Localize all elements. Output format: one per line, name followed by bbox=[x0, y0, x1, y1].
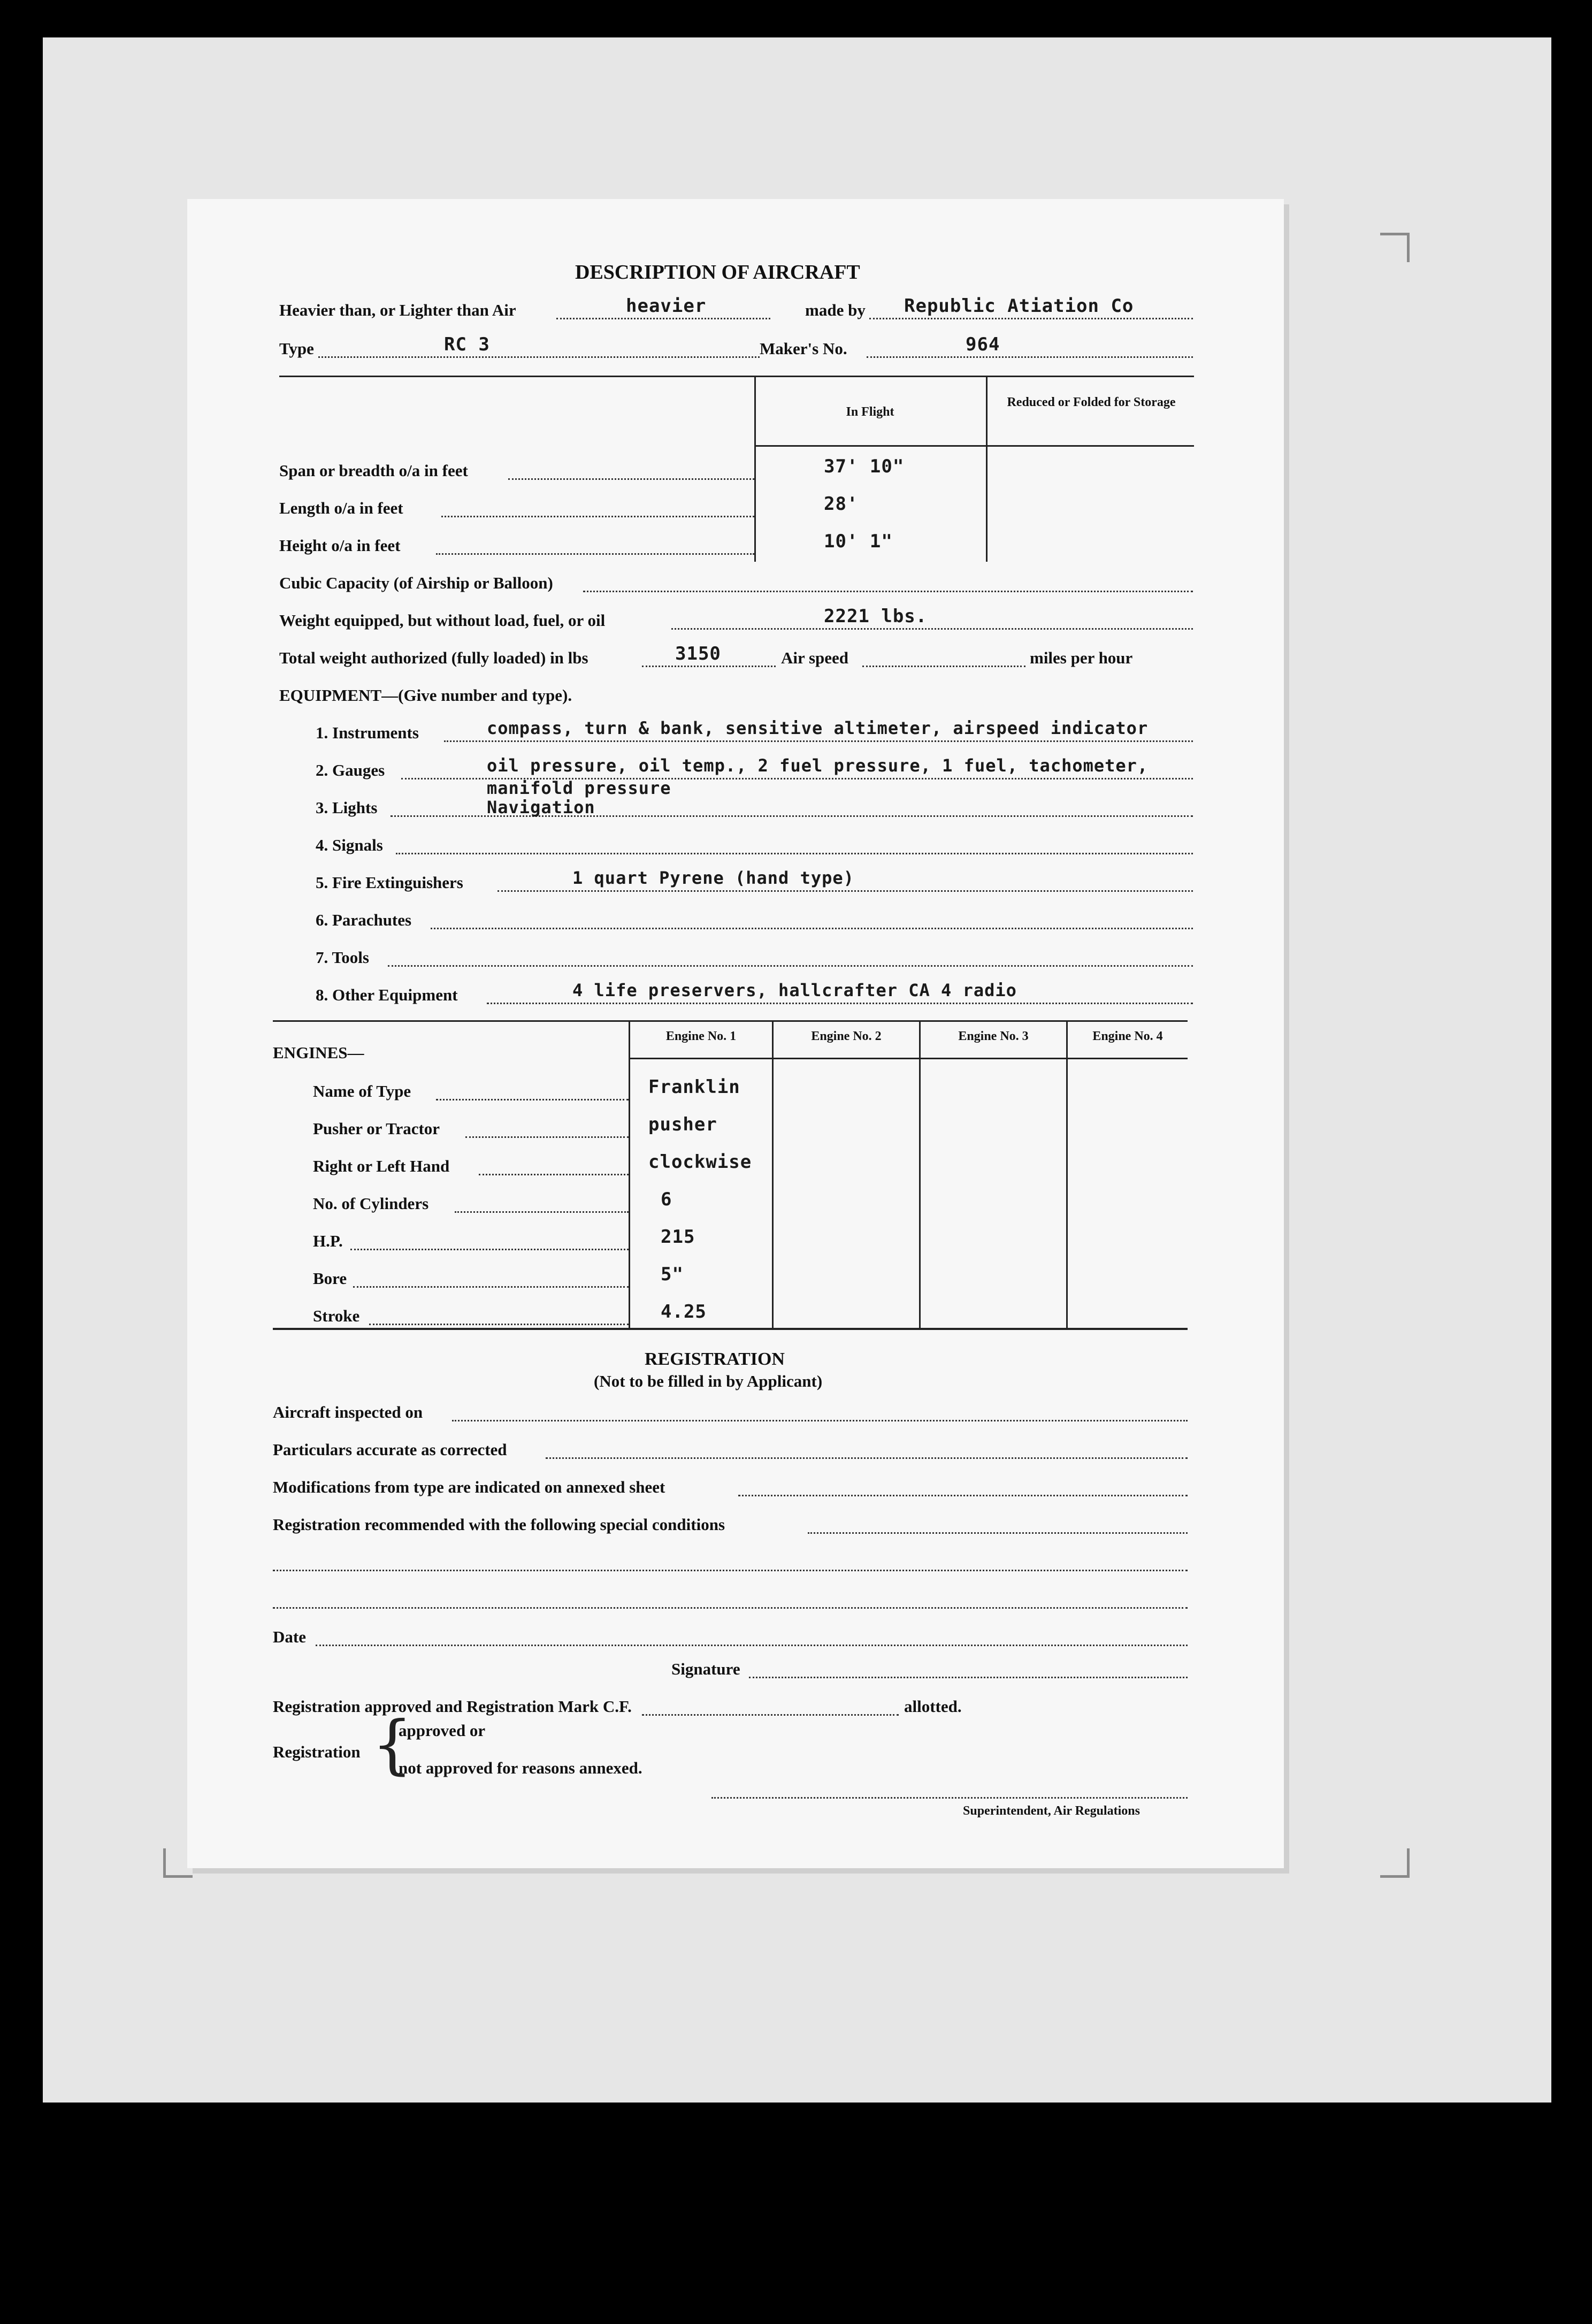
engine-row-value: pusher bbox=[648, 1114, 717, 1135]
dotted-line bbox=[808, 1532, 1188, 1534]
weight-value: 2221 lbs. bbox=[824, 606, 928, 627]
gauges-value-2: manifold pressure bbox=[487, 778, 671, 798]
table-rule bbox=[754, 445, 1194, 447]
type-label: Type bbox=[279, 339, 314, 358]
superintendent-label: Superintendent, Air Regulations bbox=[963, 1804, 1140, 1818]
dotted-line bbox=[487, 1003, 1193, 1004]
length-value: 28' bbox=[824, 493, 859, 515]
gauges-value: oil pressure, oil temp., 2 fuel pressure, 1 fuel, tachometer, bbox=[487, 755, 1149, 776]
engine-row-label: No. of Cylinders bbox=[313, 1194, 429, 1213]
weight-label: Weight equipped, but without load, fuel, or oil bbox=[279, 611, 606, 630]
blank-line bbox=[273, 1570, 1188, 1571]
engine-row-value: 4.25 bbox=[661, 1301, 707, 1322]
dotted-line bbox=[350, 1249, 629, 1250]
fire-value: 1 quart Pyrene (hand type) bbox=[572, 868, 854, 888]
engine-row-label: Name of Type bbox=[313, 1082, 411, 1100]
table-rule bbox=[919, 1020, 921, 1328]
span-value: 37' 10" bbox=[824, 456, 905, 477]
allotted-label: allotted. bbox=[904, 1697, 962, 1716]
dotted-line bbox=[556, 318, 770, 319]
total-weight-label: Total weight authorized (fully loaded) in lbs bbox=[279, 648, 588, 667]
table-rule bbox=[986, 376, 988, 562]
dotted-line bbox=[867, 356, 1193, 358]
equipment-heading: EQUIPMENT—(Give number and type). bbox=[279, 686, 572, 705]
table-rule bbox=[273, 1020, 1188, 1022]
dotted-line bbox=[546, 1457, 1188, 1459]
table-rule bbox=[1066, 1020, 1068, 1328]
registration-heading: REGISTRATION bbox=[645, 1349, 785, 1369]
heavier-label: Heavier than, or Lighter than Air bbox=[279, 301, 516, 319]
dotted-line bbox=[642, 666, 776, 667]
instruments-value: compass, turn & bank, sensitive altimeter, airspeed indicator bbox=[487, 718, 1149, 738]
dotted-line bbox=[869, 318, 1193, 319]
dotted-line bbox=[388, 965, 1193, 967]
dotted-line bbox=[436, 1099, 629, 1100]
instruments-label: 1. Instruments bbox=[316, 723, 419, 742]
engine-row-value: 5" bbox=[661, 1264, 684, 1285]
dotted-line bbox=[465, 1136, 629, 1138]
type-value: RC 3 bbox=[444, 334, 490, 355]
length-label: Length o/a in feet bbox=[279, 499, 403, 517]
table-rule bbox=[273, 1328, 1188, 1330]
dotted-line bbox=[444, 740, 1193, 742]
dotted-line bbox=[862, 666, 1025, 667]
particulars-label: Particulars accurate as corrected bbox=[273, 1440, 507, 1459]
dotted-line bbox=[396, 853, 1193, 854]
engine-row-label: H.P. bbox=[313, 1232, 343, 1250]
engine-col-4: Engine No. 4 bbox=[1092, 1029, 1163, 1043]
gauges-label: 2. Gauges bbox=[316, 761, 385, 779]
engine-col-2: Engine No. 2 bbox=[811, 1029, 882, 1043]
engine-col-1: Engine No. 1 bbox=[665, 1029, 737, 1043]
dotted-line bbox=[316, 1645, 1188, 1646]
total-weight-value: 3150 bbox=[675, 643, 721, 664]
parachutes-label: 6. Parachutes bbox=[316, 911, 412, 929]
form-sheet bbox=[187, 199, 1284, 1868]
made-by-value: Republic Atiation Co bbox=[904, 295, 1134, 317]
engine-row-value: clockwise bbox=[648, 1151, 752, 1173]
dotted-line bbox=[431, 928, 1193, 929]
engine-row-value: Franklin bbox=[648, 1076, 740, 1098]
registration-label: Registration bbox=[273, 1742, 361, 1761]
dotted-line bbox=[508, 478, 754, 480]
dotted-line bbox=[711, 1797, 1188, 1799]
dotted-line bbox=[318, 356, 760, 358]
dotted-line bbox=[441, 516, 754, 517]
cubic-label: Cubic Capacity (of Airship or Balloon) bbox=[279, 574, 553, 592]
dotted-line bbox=[583, 591, 1193, 592]
recommended-label: Registration recommended with the following special conditions bbox=[273, 1515, 725, 1534]
engine-row-label: Bore bbox=[313, 1269, 347, 1288]
signals-label: 4. Signals bbox=[316, 836, 383, 854]
mph-label: miles per hour bbox=[1030, 648, 1133, 667]
makers-no-value: 964 bbox=[966, 334, 1000, 355]
other-value: 4 life preservers, hallcrafter CA 4 radio bbox=[572, 980, 1017, 1000]
dotted-line bbox=[738, 1495, 1188, 1496]
registration-subheading: (Not to be filled in by Applicant) bbox=[594, 1372, 823, 1390]
other-label: 8. Other Equipment bbox=[316, 985, 458, 1004]
brace: { bbox=[372, 1708, 413, 1782]
engine-row-value: 215 bbox=[661, 1226, 695, 1248]
engines-heading: ENGINES— bbox=[273, 1043, 364, 1062]
engine-row-label: Right or Left Hand bbox=[313, 1157, 450, 1175]
approved-mark-label: Registration approved and Registration Mark C.F. bbox=[273, 1697, 632, 1716]
dotted-line bbox=[353, 1286, 629, 1288]
makers-no-label: Maker's No. bbox=[760, 339, 847, 358]
dotted-line bbox=[452, 1420, 1188, 1421]
crop-mark bbox=[1380, 1848, 1410, 1878]
fire-label: 5. Fire Extinguishers bbox=[316, 873, 463, 892]
dotted-line bbox=[497, 890, 1193, 892]
dotted-line bbox=[479, 1174, 629, 1175]
engine-row-label: Stroke bbox=[313, 1306, 360, 1325]
tools-label: 7. Tools bbox=[316, 948, 369, 967]
table-rule bbox=[754, 376, 756, 562]
col-reduced: Reduced or Folded for Storage bbox=[1007, 395, 1176, 409]
dotted-line bbox=[642, 1714, 899, 1716]
dotted-line bbox=[369, 1324, 629, 1325]
date-label: Date bbox=[273, 1627, 306, 1646]
made-by-label: made by bbox=[805, 301, 866, 319]
table-rule bbox=[629, 1020, 630, 1328]
span-label: Span or breadth o/a in feet bbox=[279, 461, 468, 480]
approved-or-label: approved or bbox=[399, 1721, 486, 1740]
dotted-line bbox=[436, 553, 754, 555]
col-in-flight: In Flight bbox=[846, 405, 894, 419]
modifications-label: Modifications from type are indicated on annexed sheet bbox=[273, 1478, 665, 1496]
table-rule bbox=[629, 1058, 1188, 1059]
air-speed-label: Air speed bbox=[781, 648, 849, 667]
lights-label: 3. Lights bbox=[316, 798, 378, 817]
crop-mark bbox=[1380, 233, 1410, 262]
signature-label: Signature bbox=[671, 1660, 740, 1678]
engine-row-label: Pusher or Tractor bbox=[313, 1119, 440, 1138]
table-rule bbox=[279, 376, 1194, 377]
height-value: 10' 1" bbox=[824, 531, 893, 552]
blank-line bbox=[273, 1607, 1188, 1609]
engine-col-3: Engine No. 3 bbox=[958, 1029, 1029, 1043]
dotted-line bbox=[671, 628, 1193, 630]
form-title: DESCRIPTION OF AIRCRAFT bbox=[575, 261, 860, 284]
dotted-line bbox=[749, 1677, 1188, 1678]
inspected-label: Aircraft inspected on bbox=[273, 1403, 423, 1421]
lights-value: Navigation bbox=[487, 797, 595, 817]
heavier-value: heavier bbox=[626, 295, 707, 317]
engine-row-value: 6 bbox=[661, 1189, 672, 1210]
table-rule bbox=[772, 1020, 774, 1328]
height-label: Height o/a in feet bbox=[279, 536, 401, 555]
not-approved-label: not approved for reasons annexed. bbox=[399, 1759, 642, 1777]
dotted-line bbox=[455, 1211, 629, 1213]
